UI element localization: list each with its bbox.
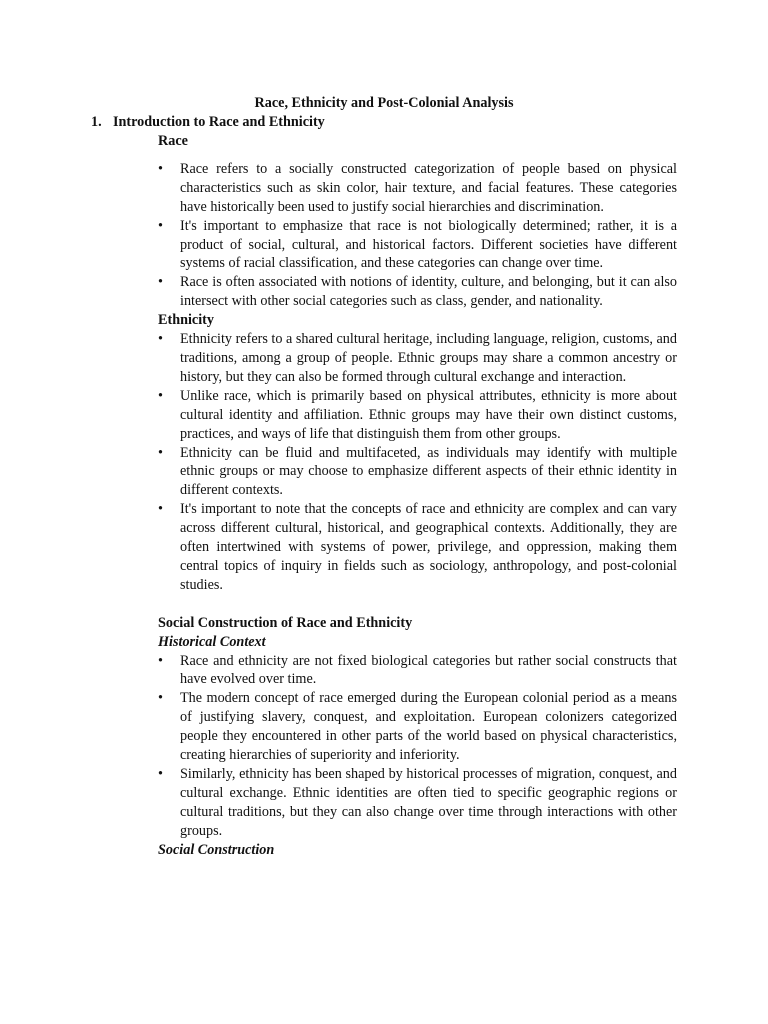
list-item-text: Ethnicity can be fluid and multifaceted, as individuals may identify with multiple ethnic groups or may choose to emphasize different aspects of their ethnic identity in different contexts. <box>180 444 677 499</box>
list-item <box>158 500 677 595</box>
list-item-text: Race is often associated with notions of identity, culture, and belonging, but it can also intersect with other social categories such as class, gender, and nationality. <box>180 274 677 310</box>
social-construction-subheading: Social Construction <box>158 841 275 858</box>
bullet-icon: • <box>158 690 163 707</box>
ethnicity-heading: Ethnicity <box>158 312 214 329</box>
bullet-icon: • <box>158 160 163 177</box>
social-construction-heading: Social Construction of Race and Ethnicity <box>158 614 413 631</box>
list-item <box>158 652 677 690</box>
ethnicity-bullet-list <box>158 330 677 595</box>
spacer <box>158 151 677 160</box>
bullet-icon: • <box>158 766 163 782</box>
section-number: 1. <box>91 114 102 130</box>
list-item <box>158 330 677 387</box>
spacer <box>158 595 677 614</box>
race-heading: Race <box>158 133 188 149</box>
bullet-icon: • <box>158 387 163 404</box>
list-item-text: Race refers to a socially constructed categorization of people based on physical characteristics such as skin color, hair texture, and facial features. These categories have historically been used to justify social hierarchies and discrimination. <box>180 160 677 215</box>
bullet-icon: • <box>158 501 163 518</box>
historical-context-heading: Historical Context <box>158 633 266 650</box>
bullet-icon: • <box>158 331 163 348</box>
section-title: Introduction to Race and Ethnicity <box>113 114 325 130</box>
list-item-text: The modern concept of race emerged during the European colonial period as a means of justifying slavery, conquest, and exploitation. European colonizers categorized people they encountered in other parts of the world based on physical characteristics, creating hierarchies of superiority and inferiority. <box>180 690 677 764</box>
list-item <box>158 444 677 501</box>
list-item <box>158 160 677 217</box>
list-item <box>158 273 677 311</box>
historical-context-bullet-list <box>158 652 677 841</box>
list-item <box>158 689 677 765</box>
list-item-text: Unlike race, which is primarily based on physical attributes, ethnicity is more about cultural identity and affiliation. Ethnic groups may have their own distinct customs, practices, and ways of life that distinguish them from other groups. <box>180 387 677 442</box>
list-item-text: It's important to note that the concepts of race and ethnicity are complex and can vary across different cultural, historical, and geographical contexts. Additionally, they are often intertwined with systems of power, privilege, and oppression, making them central topics of inquiry in fields such as sociology, anthropology, and post-colonial studies. <box>180 501 677 593</box>
list-item-text: It's important to emphasize that race is not biologically determined; rather, it is a product of social, cultural, and historical factors. Different societies have different systems of racial classification, and these categories can change over time. <box>180 217 677 272</box>
bullet-icon: • <box>158 444 163 461</box>
list-item <box>158 217 677 274</box>
list-item-text: Race and ethnicity are not fixed biological categories but rather social constructs that have evolved over time. <box>180 652 677 688</box>
list-item <box>158 765 677 841</box>
bullet-icon: • <box>158 217 163 234</box>
list-item <box>158 387 677 444</box>
bullet-icon: • <box>158 652 163 669</box>
list-item-text: Ethnicity refers to a shared cultural heritage, including language, religion, customs, and traditions, among a group of people. Ethnic groups may share a common ancestry or history, but they can also be formed through cultural exchange and interaction. <box>180 331 677 385</box>
list-item-text: Similarly, ethnicity has been shaped by historical processes of migration, conquest, and cultural exchange. Ethnic identities are often tied to specific geographic regions or cultural traditions, but they can also change over time through interactions with other groups. <box>180 766 677 839</box>
document-title: Race, Ethnicity and Post-Colonial Analysis <box>254 95 514 111</box>
document-body <box>158 132 677 860</box>
race-bullet-list <box>158 160 677 311</box>
section-heading <box>91 113 691 132</box>
bullet-icon: • <box>158 274 163 291</box>
